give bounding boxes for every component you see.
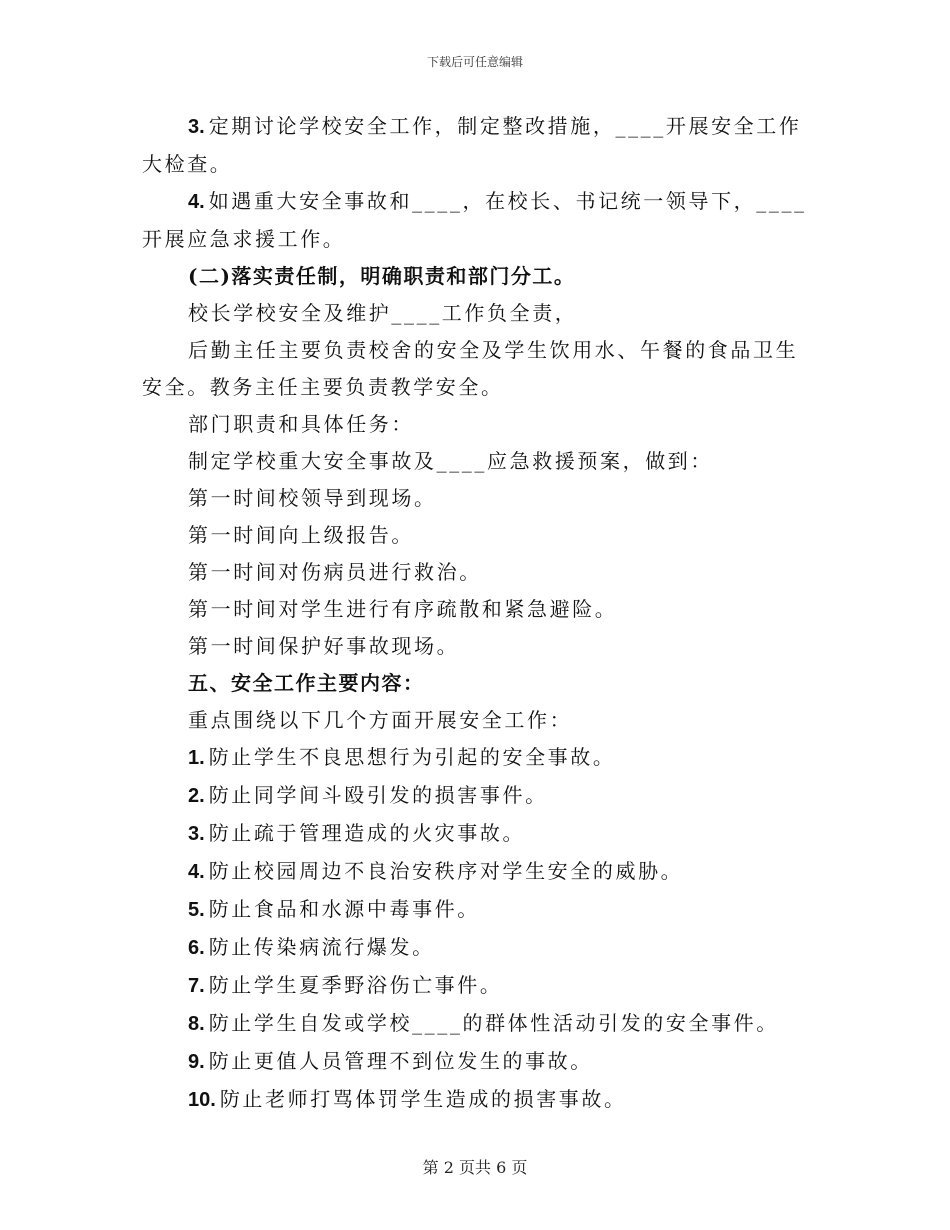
list-item-text: 防止学生自发或学校____的群体性活动引发的安全事件。 [208, 1011, 779, 1035]
item-number: 10. [188, 1089, 216, 1111]
list-item-9 [142, 1043, 807, 1081]
item-number: 1. [188, 747, 205, 769]
list-item-4 [142, 853, 807, 891]
item-number: 3. [188, 116, 205, 138]
list-item-2 [142, 777, 807, 815]
item-number: 2. [188, 785, 205, 807]
paragraph-focus [142, 702, 807, 739]
list-item-text: 防止传染病流行爆发。 [208, 935, 435, 959]
paragraph-logistics [142, 332, 807, 406]
paragraph-text: 第一时间对伤病员进行救治。 [188, 560, 482, 584]
paragraph-item-4 [142, 183, 807, 258]
list-item-text: 防止学生不良思想行为引起的安全事故。 [208, 745, 616, 769]
paragraph-text: 制定学校重大安全事故及____应急救援预案，做到： [188, 449, 713, 473]
list-item-text: 防止校园周边不良治安秩序对学生安全的威胁。 [208, 859, 684, 883]
item-number: 6. [188, 937, 205, 959]
item-number: 9. [188, 1051, 205, 1073]
section-heading-five [142, 665, 807, 702]
paragraph-text: 第一时间校领导到现场。 [188, 486, 437, 510]
paragraph-emergency-plan [142, 443, 807, 480]
paragraph-department-duties [142, 406, 807, 443]
list-item-text: 防止老师打骂体罚学生造成的损害事故。 [219, 1087, 627, 1111]
list-item-text: 防止学生夏季野浴伤亡事件。 [208, 973, 503, 997]
item-number: 7. [188, 975, 205, 997]
list-item-5 [142, 891, 807, 929]
list-item-text: 防止疏于管理造成的火灾事故。 [208, 821, 526, 845]
paragraph-text: 定期讨论学校安全工作，制定整改措施，____开展安全工作大检查。 [142, 114, 802, 176]
paragraph-first-time-2 [142, 517, 807, 554]
paragraph-first-time-1 [142, 480, 807, 517]
page-footer: 第 2 页共 6 页 [422, 1158, 528, 1177]
list-item-8 [142, 1005, 807, 1043]
paragraph-text: 重点围绕以下几个方面开展安全工作： [188, 708, 573, 732]
list-item-text: 防止同学间斗殴引发的损害事件。 [208, 783, 548, 807]
list-item-text: 防止食品和水源中毒事件。 [208, 897, 480, 921]
document-body [142, 108, 807, 1119]
item-number: 3. [188, 823, 205, 845]
list-item-7 [142, 967, 807, 1005]
section-heading-responsibility [142, 258, 807, 295]
paragraph-text: 校长学校安全及维护____工作负全责， [188, 301, 578, 325]
list-item-text: 防止更值人员管理不到位发生的事故。 [208, 1049, 593, 1073]
item-number: 4. [188, 191, 205, 213]
heading-text: (二)落实责任制，明确职责和部门分工。 [188, 264, 576, 288]
paragraph-text: 部门职责和具体任务： [188, 412, 414, 436]
list-item-3 [142, 815, 807, 853]
paragraph-first-time-5 [142, 628, 807, 665]
item-number: 5. [188, 899, 205, 921]
paragraph-first-time-3 [142, 554, 807, 591]
page-header: 下载后可任意编辑 [426, 55, 523, 69]
list-item-6 [142, 929, 807, 967]
paragraph-text: 第一时间向上级报告。 [188, 523, 414, 547]
paragraph-text: 第一时间保护好事故现场。 [188, 634, 460, 658]
list-item-1 [142, 739, 807, 777]
heading-text: 五、安全工作主要内容： [188, 671, 425, 695]
paragraph-text: 后勤主任主要负责校舍的安全及学生饮用水、午餐的食品卫生安全。教务主任主要负责教学安全。 [142, 338, 799, 399]
item-number: 8. [188, 1013, 205, 1035]
paragraph-first-time-4 [142, 591, 807, 628]
paragraph-text: 第一时间对学生进行有序疏散和紧急避险。 [188, 597, 618, 621]
paragraph-principal [142, 295, 807, 332]
paragraph-item-3 [142, 108, 807, 183]
paragraph-text: 如遇重大安全事故和____，在校长、书记统一领导下，____开展应急求援工作。 [142, 189, 807, 251]
item-number: 4. [188, 861, 205, 883]
list-item-10 [142, 1081, 807, 1119]
